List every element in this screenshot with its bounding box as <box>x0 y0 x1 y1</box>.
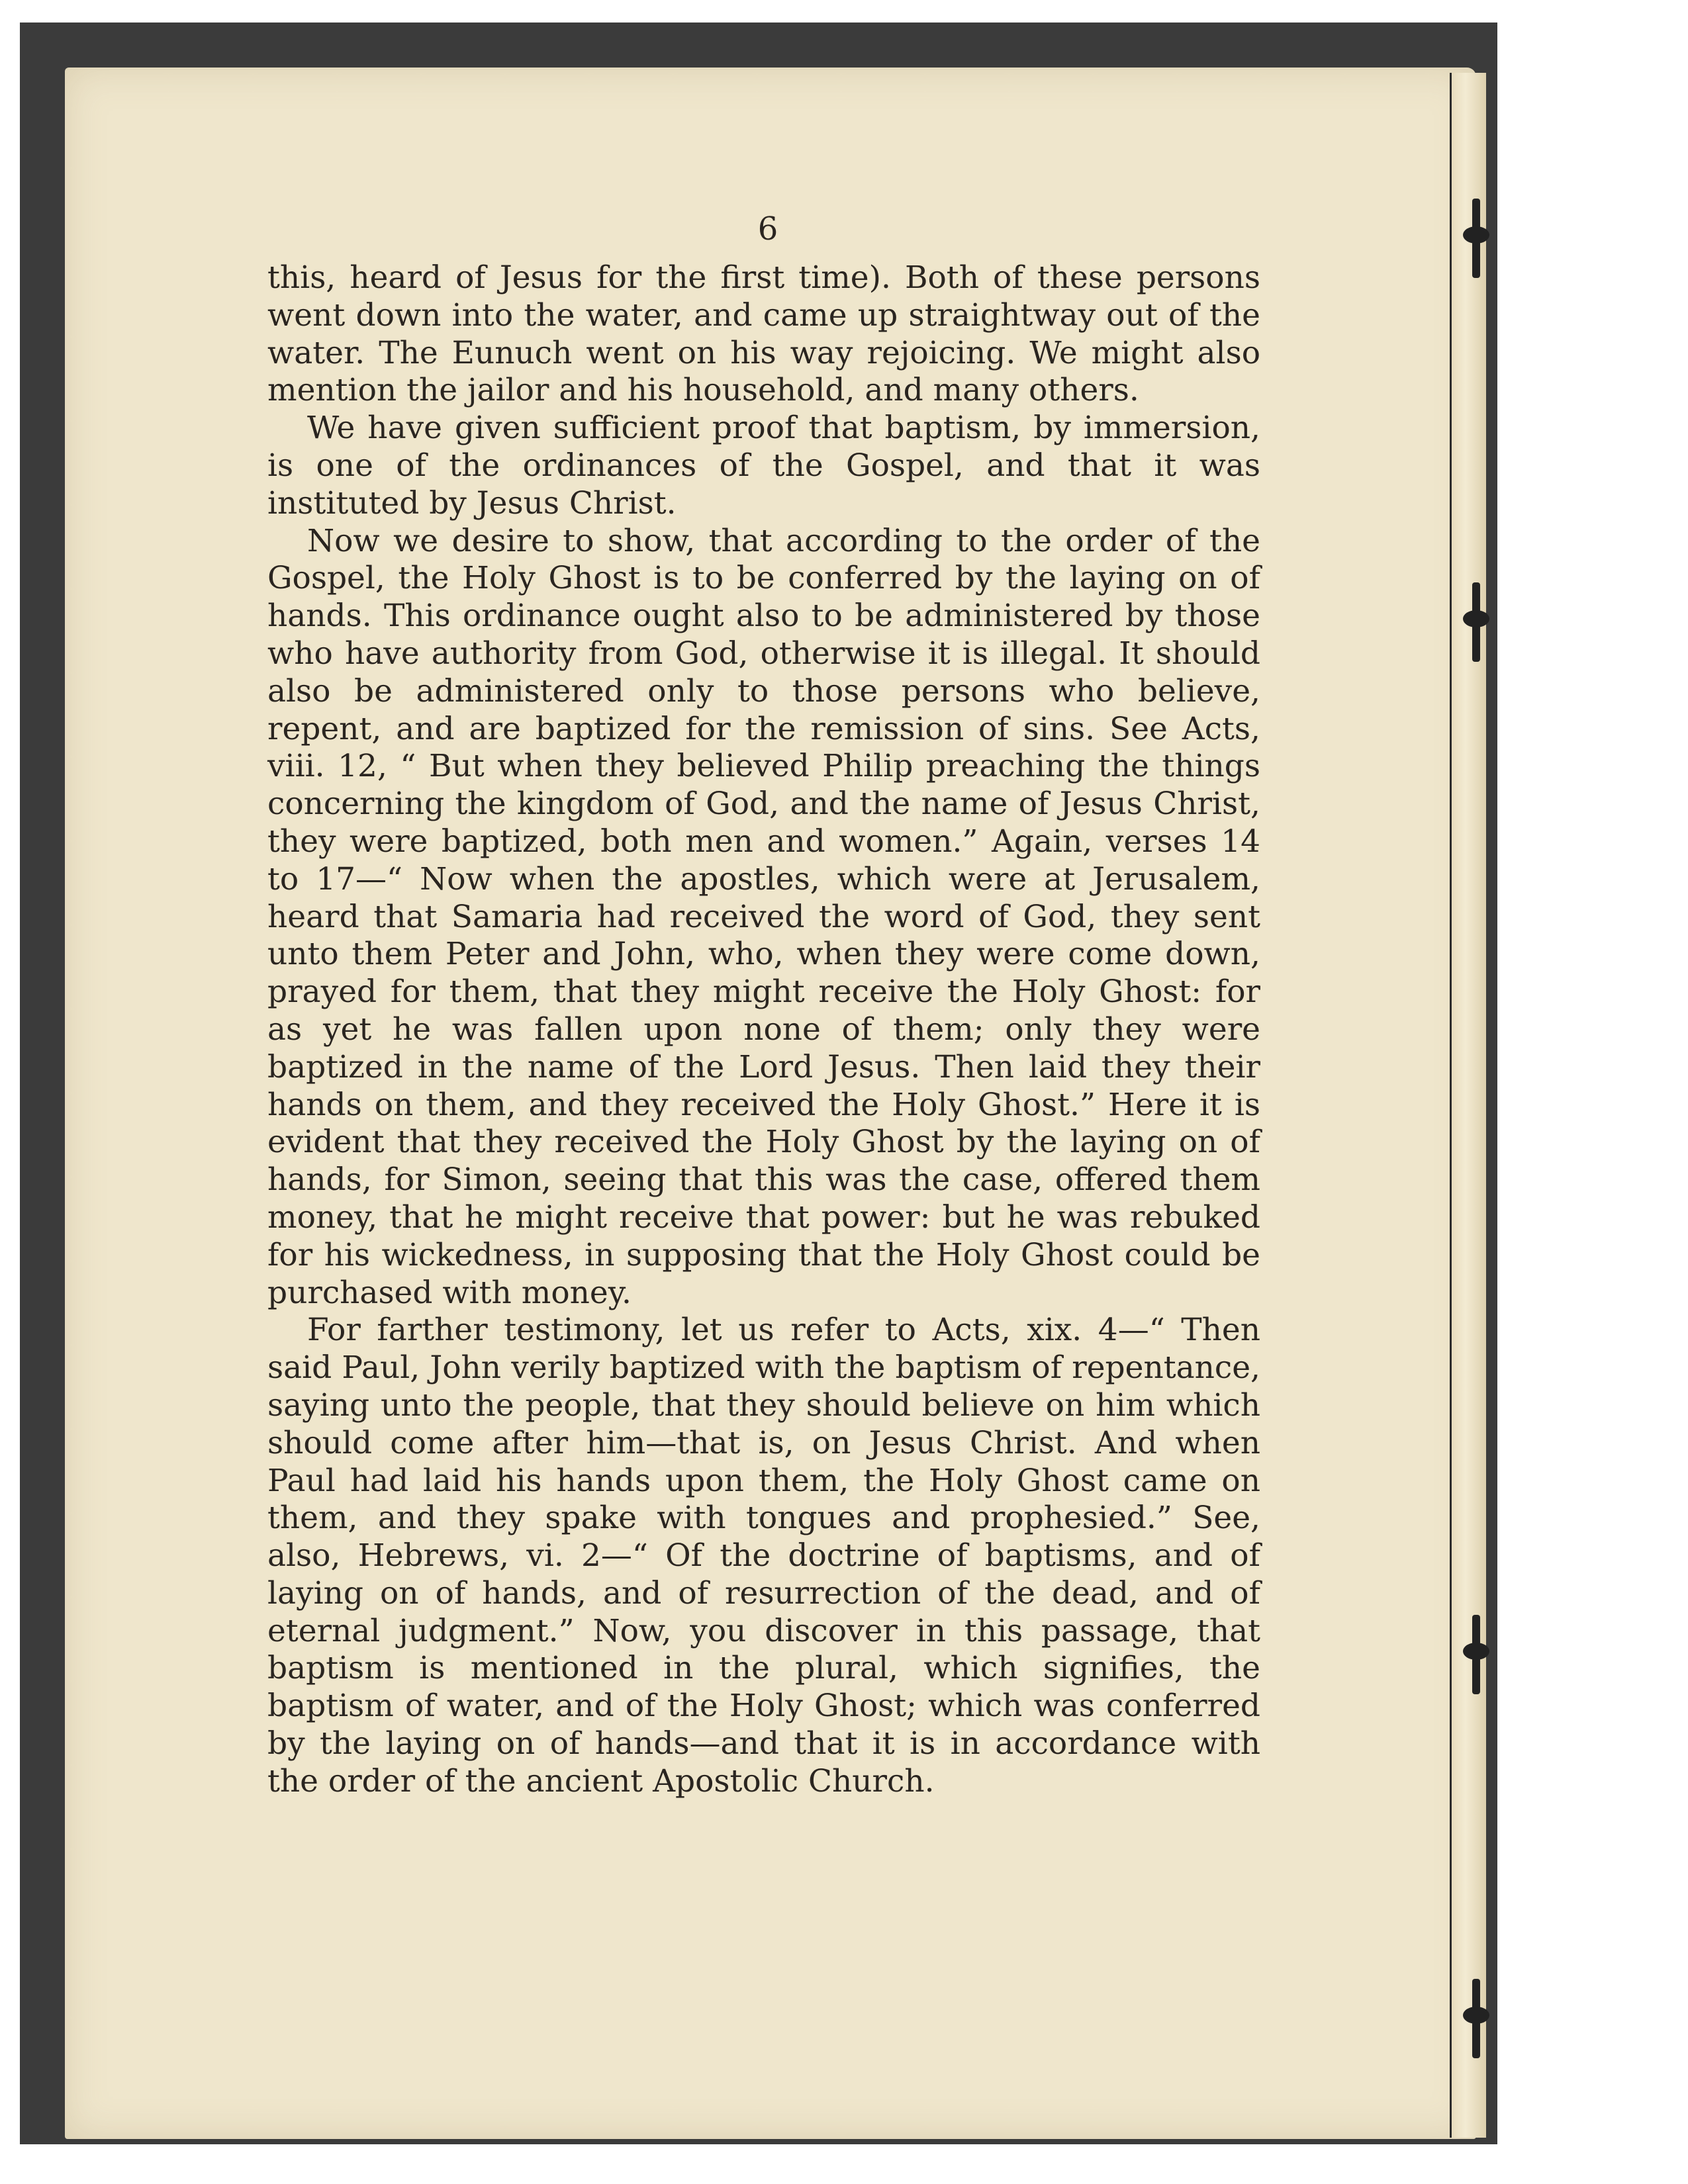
text-body <box>267 259 1260 1801</box>
binding-stitch <box>1463 1979 1489 2058</box>
paragraph: We have given sufficient proof that baptism, by immersion, is one of the ordinances of the Gospel, and that it was instituted by Jesus Christ. <box>267 410 1260 522</box>
binding-stitch <box>1463 199 1489 278</box>
paragraph: For farther testimony, let us refer to Acts, xix. 4—“ Then said Paul, John verily baptized with the baptism of repentance, saying unto the people, that they should believe on him which should come after him—that is, on Jesus Christ. And when Paul had laid his hands upon them, the Holy Ghost came on them, and they spake with tongues and prophesied.” See, also, Hebrews, vi. 2—“ Of the doctrine of baptisms, and of laying on of hands, and of resurrection of the dead, and of eternal judgment.” Now, you discover in this passage, that baptism is mentioned in the plural, which signifies, the baptism of water, and of the Holy Ghost; which was conferred by the laying on of hands—and that it is in accordance with the order of the ancient Apostolic Church. <box>267 1312 1260 1799</box>
paragraph: this, heard of Jesus for the first time). Both of these persons went down into the water, and came up straightway out of the water. The Eunuch went on his way rejoicing. We might also mention the jailor and his household, and many others. <box>267 259 1260 409</box>
page-number: 6 <box>757 210 778 248</box>
binding-stitch <box>1463 1615 1489 1694</box>
binding-stitch <box>1463 582 1489 662</box>
paragraph: Now we desire to show, that according to the order of the Gospel, the Holy Ghost is to be conferred by the laying on of hands. This ordinance ought also to be administered by those who have authority from God, otherwise it is illegal. It should also be administered only to those persons who believe, repent, and are baptized for the remission of sins. See Acts, viii. 12, “ But when they believed Philip preaching the things concerning the kingdom of God, and the name of Jesus Christ, they were baptized, both men and women.” Again, verses 14 to 17—“ Now when the apostles, which were at Jerusalem, heard that Samaria had received the word of God, they sent unto them Peter and John, who, when they were come down, prayed for them, that they might receive the Holy Ghost: for as yet he was fallen upon none of them; only they were baptized in the name of the Lord Jesus. Then laid they their hands on them, and they received the Holy Ghost.” Here it is evident that they received the Holy Ghost by the laying on of hands, for Simon, seeing that this was the case, offered them money, that he might receive that power: but he was rebuked for his wickedness, in supposing that the Holy Ghost could be purchased with money. <box>267 522 1260 1311</box>
page-binding-edge <box>1450 73 1486 2138</box>
